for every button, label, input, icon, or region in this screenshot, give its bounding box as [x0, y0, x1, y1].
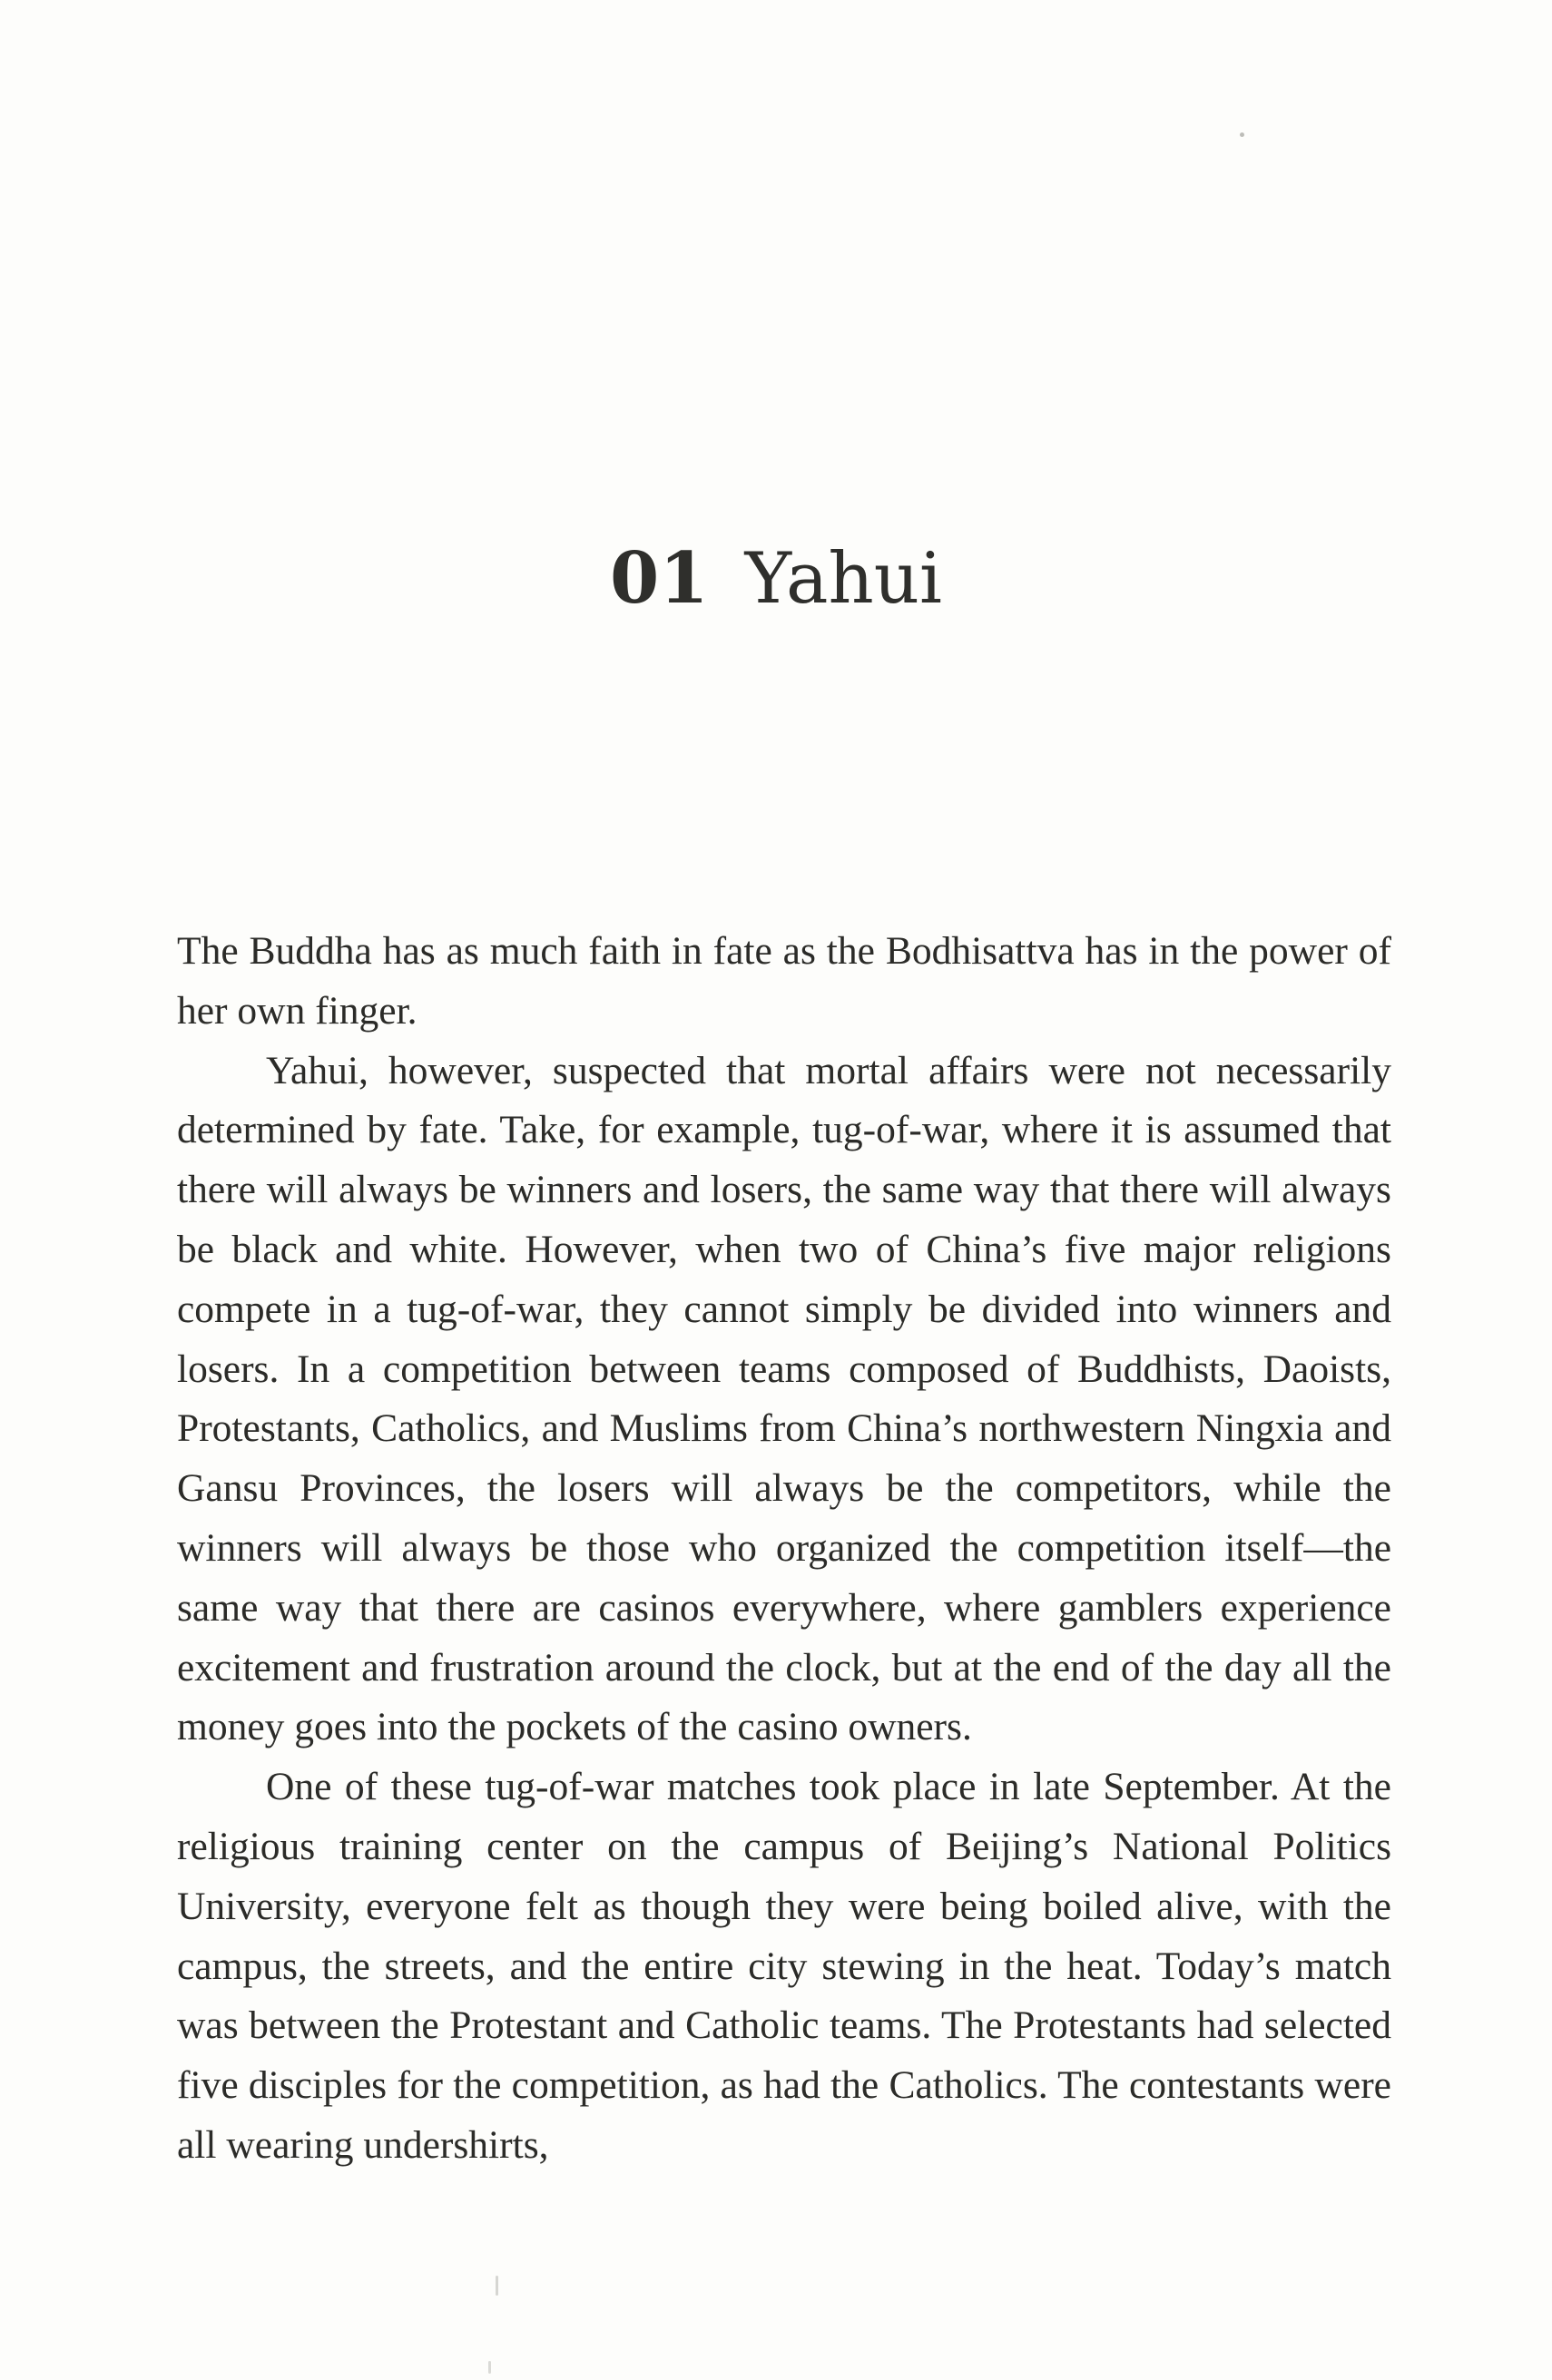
paragraph-3: One of these tug-of-war matches took place in late September. At the religious training center on the campus of Beijing’s National Politics University, everyone felt as though they were being boiled alive, with the campus, the streets, and the entire city stewing in the heat. Today’s match was between the Protestant and Catholic teams. The Protestants had selected five disciples for the competition, as had the Catholics. The contestants were all wearing undershirts, [177, 1765, 1391, 2167]
scan-speck [1240, 132, 1244, 137]
paragraph-1: The Buddha has as much faith in fate as the Bodhisattva has in the power of her own finger. [177, 929, 1391, 1033]
paragraph-2: Yahui, however, suspected that mortal affairs were not necessarily determined by fate. Take, for example, tug-of-war, where it is assumed that there will always be winners and losers, the same way that there will always be black and white. However, when two of China’s five major religions compete in a tug-of-war, they cannot simply be divided into winners and losers. In a competition between teams composed of Buddhists, Daoists, Protestants, Catholics, and Muslims from China’s northwestern Ningxia and Gansu Provinces, the losers will always be the competitors, while the winners will always be those who organized the competition itself—the same way that there are casinos everywhere, where gamblers experience excitement and frustration around the clock, but at the end of the day all the money goes into the pockets of the casino owners. [177, 1048, 1391, 1749]
chapter-number: 01 [610, 537, 709, 620]
chapter-heading [0, 534, 1552, 624]
scan-speck [488, 2361, 491, 2374]
body-text [177, 922, 1391, 2176]
chapter-title: Yahui [744, 538, 942, 620]
scan-speck [496, 2276, 498, 2296]
